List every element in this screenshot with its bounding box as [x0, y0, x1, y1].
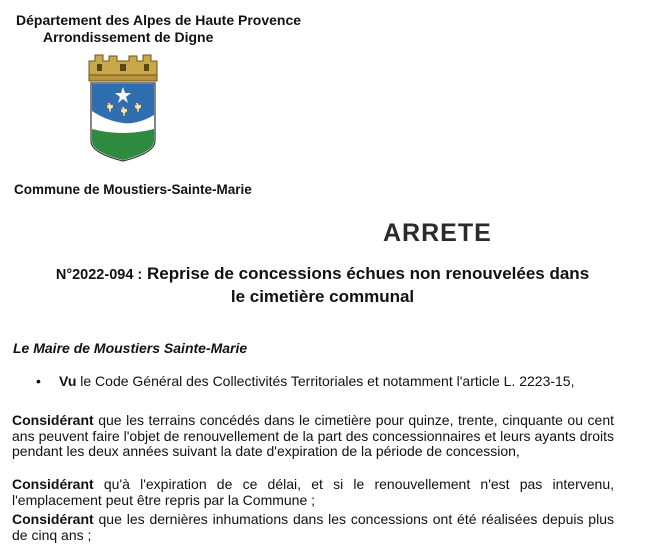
arrondissement-header: Arrondissement de Digne	[43, 29, 214, 45]
considerant-paragraph	[12, 477, 614, 508]
considerant-text: qu'à l'expiration de ce délai, et si le renouvellement n'est pas intervenu, l'emplacement peut être repris par la Commune ;	[12, 476, 614, 508]
mayor-heading: Le Maire de Moustiers Sainte-Marie	[13, 340, 248, 356]
vu-keyword: Vu	[59, 373, 77, 389]
vu-text: le Code Général des Collectivités Territoriales et notamment l'article L. 2223-15,	[76, 373, 575, 389]
considerant-keyword: Considérant	[12, 511, 94, 527]
department-header: Département des Alpes de Haute Provence	[16, 12, 302, 28]
considerant-keyword: Considérant	[12, 412, 94, 428]
document-title: ARRETE	[383, 219, 492, 247]
considerant-keyword: Considérant	[12, 476, 94, 492]
considerant-text: que les dernières inhumations dans les concessions ont été réalisées depuis plus de cinq ans ;	[12, 511, 614, 543]
considerant-paragraph	[12, 512, 614, 543]
considerant-text: que les terrains concédés dans le cimetière pour quinze, trente, cinquante ou cent ans peuvent faire l'objet de renouvellement de la part des concessionnaires et leurs ayants droits pendant les deux années suivant la date d'expiration de la période de concession,	[12, 412, 614, 460]
decree-title	[15, 263, 630, 308]
commune-name: Commune de Moustiers-Sainte-Marie	[14, 182, 252, 197]
moustiers-coat-of-arms-icon	[85, 53, 161, 163]
considerant-paragraph	[12, 413, 614, 460]
vu-clause	[36, 373, 574, 389]
decree-number: N°2022-094 :	[55, 267, 143, 283]
decree-title-line2: le cimetière communal	[230, 287, 415, 306]
decree-title-line1: Reprise de concessions échues non renouvelées dans	[146, 264, 590, 283]
bullet-icon: •	[36, 373, 41, 389]
